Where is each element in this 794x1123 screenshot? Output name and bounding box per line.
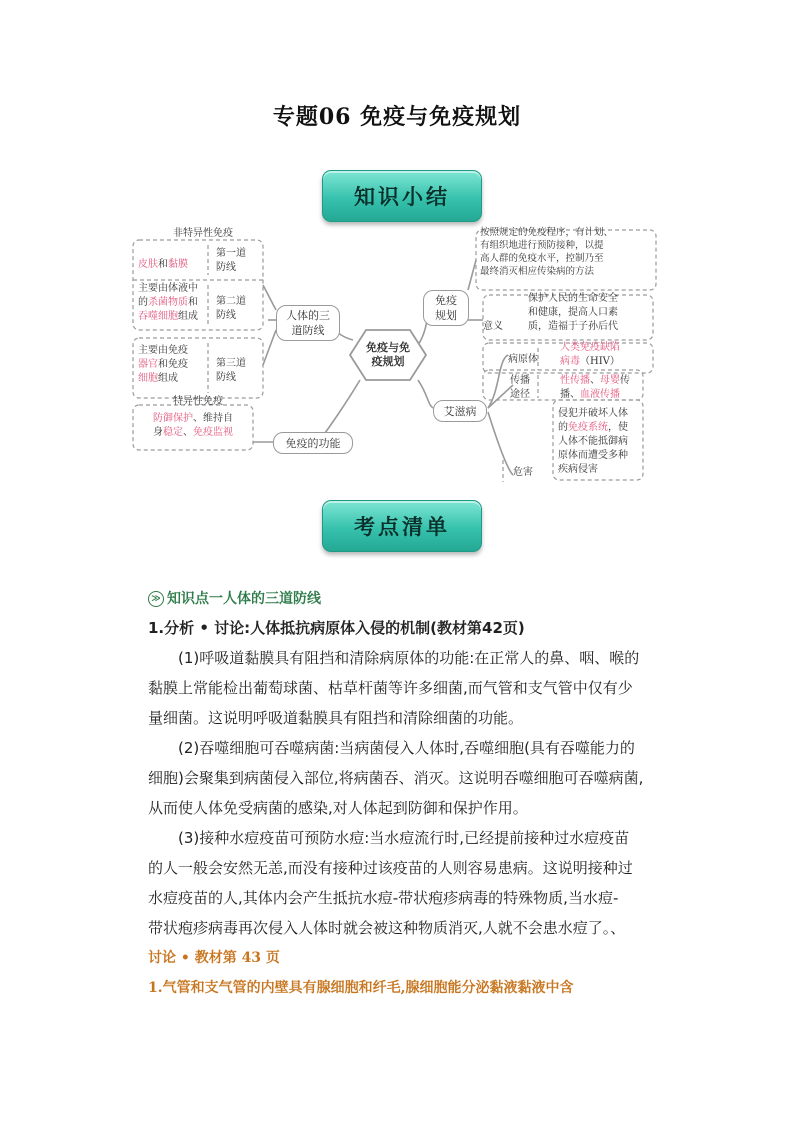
third-line-desc: 主要由免疫 器官和免疫 细胞组成 (138, 345, 188, 384)
paragraph-3-line-3: 水痘疫苗的人,其体内会产生抵抗水痘-带状疱疹病毒的特殊物质,当水痘- (148, 889, 619, 907)
second-line-desc: 主要由体液中 的杀菌物质和 吞噬细胞组成 (138, 283, 198, 322)
paragraph-1-line-3: 量细菌。这说明呼吸道黏膜具有阻挡和清除细菌的功能。 (148, 709, 524, 727)
pathogen-desc: 人类免疫缺陷 病毒（HIV） (560, 342, 620, 367)
mind-map-center: 免疫与免 疫规划 (366, 341, 410, 368)
node-aids: 艾滋病 (433, 400, 487, 422)
meaning-desc: 保护人民的生命安全 和健康，提高人口素 质，造福于子孙后代 (528, 293, 618, 332)
plan-desc: 按照规定的免疫程序，有计划、 有组织地进行预防接种，以提 高人群的免疫水平，控制乃至 最终消灭相应传染病的方法 (480, 227, 614, 277)
meaning-label: 意义 (483, 321, 503, 332)
immune-function-desc: 防御保护、维持自 身稳定、免疫监视 (153, 413, 233, 438)
discussion-line-1: 1.气管和支气管的内壁具有腺细胞和纤毛,腺细胞能分泌黏液黏液中含 (148, 980, 574, 996)
paragraph-2-line-1: (2)吞噬细胞可吞噬病菌:当病菌侵入人体时,吞噬细胞(具有吞噬能力的 (178, 739, 635, 757)
chevron-circle-icon: ≫ (148, 591, 164, 607)
first-line-desc: 皮肤和黏膜 (138, 259, 188, 270)
banner-knowledge-summary: 知识小结 (322, 170, 482, 222)
page-title: 专题06 免疫与免疫规划 (272, 104, 522, 130)
paragraph-3-line-2: 的人一般会安然无恙,而没有接种过该疫苗的人则容易患病。这说明接种过 (148, 859, 633, 877)
paragraph-3-line-4: 带状疱疹病毒再次侵入人体时就会被这种物质消灭,人就不会患水痘了。、 (148, 919, 626, 937)
mind-map (128, 220, 668, 485)
section-heading (148, 585, 668, 613)
first-line-label: 第一道 防线 (216, 248, 246, 273)
third-line-label: 第三道 防线 (216, 358, 246, 383)
second-line-label: 第二道 防线 (216, 296, 246, 321)
paragraph-2-line-2: 细胞)会聚集到病菌侵入部位,将病菌吞、消灭。这说明吞噬细胞可吞噬病菌, (148, 769, 644, 787)
discussion-title: 讨论 • 教材第 43 页 (148, 950, 280, 966)
label-specific-immunity: 特异性免疫 (173, 396, 223, 407)
route-label: 传播 途径 (510, 375, 530, 400)
banner-exam-points: 考点清单 (322, 500, 482, 552)
paragraph-1-line-1: (1)呼吸道黏膜具有阻挡和清除病原体的功能:在正常人的鼻、咽、喉的 (178, 649, 640, 667)
paragraph-2-line-3: 从而使人体免受病菌的感染,对人体起到防御和保护作用。 (148, 799, 528, 817)
node-immunization-plan: 免疫 规划 (423, 290, 469, 326)
node-immune-function: 免疫的功能 (273, 432, 353, 454)
content-body (148, 585, 668, 1003)
harm-desc: 侵犯并破坏人体 的免疫系统，使 人体不能抵御病 原体而遭受多种 疾病侵害 (558, 408, 628, 475)
pathogen-label: 病原体 (508, 354, 538, 365)
label-nonspecific-immunity: 非特异性免疫 (173, 228, 233, 239)
node-three-lines-of-defense: 人体的三 道防线 (276, 305, 340, 341)
paragraph-3-line-1: (3)接种水痘疫苗可预防水痘:当水痘流行时,已经提前接种过水痘疫苗 (178, 829, 630, 847)
paragraph-1-line-2: 黏膜上常能检出葡萄球菌、枯草杆菌等许多细菌,而气管和支气管中仅有少 (148, 679, 633, 697)
harm-label: 危害 (513, 467, 533, 478)
item-1-title: 1.分析 • 讨论:人体抵抗病原体入侵的机制(教材第42页) (148, 619, 525, 637)
route-desc: 性传播、母婴传 播、血液传播 (560, 375, 630, 400)
section-heading-text: 知识点一人体的三道防线 (167, 591, 321, 607)
